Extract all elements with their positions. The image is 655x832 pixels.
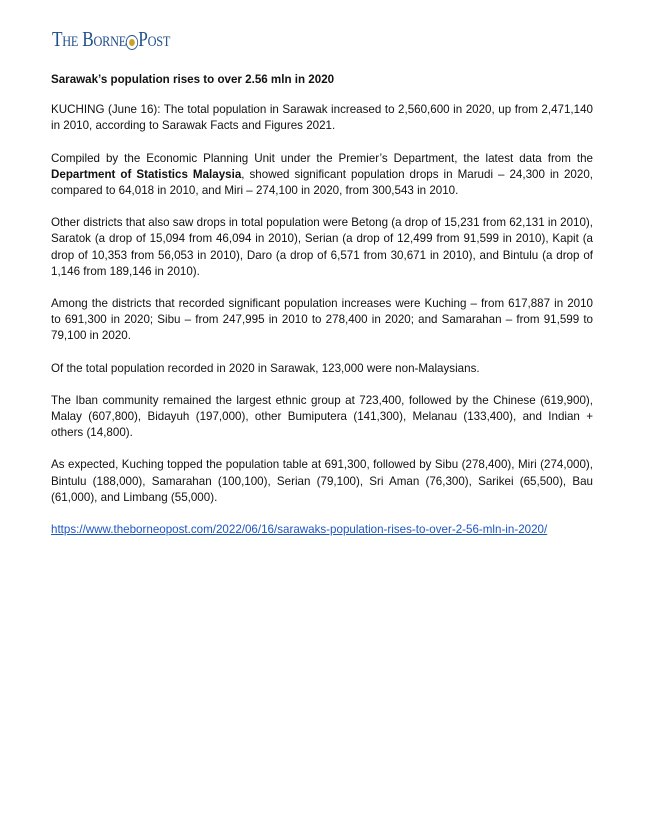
article-headline: Sarawak’s population rises to over 2.56 mln in 2020	[51, 73, 335, 86]
paragraph-population-table: As expected, Kuching topped the population table at 691,300, followed by Sibu (278,400), Miri (274,000), Bintulu (188,000), Samarahan (100,100), Serian (79,100), Sri Aman (76,300), Sarikei (65,500), Bau (61,000), and Limbang (55,000).	[51, 458, 593, 504]
logo-wordmark: THE BORNE POST	[52, 27, 171, 51]
source-link[interactable]: https://www.theborneopost.com/2022/06/16/sarawaks-population-rises-to-over-2-56-mln-in-2020/	[51, 523, 548, 537]
paragraph-district-increases: Among the districts that recorded significant population increases were Kuching – from 617,887 in 2010 to 691,300 in 2020; Sibu – from 247,995 in 2010 to 278,400 in 2020; and Samarahan – from 91,599 to 79,100 in 2020.	[51, 297, 593, 343]
paragraph-text: , showed significant population drops in Marudi – 24,300 in 2020, compared to 64,018 in 2010, and Miri – 274,100 in 2020, from 300,543 in 2010.	[51, 167, 593, 198]
paragraph-text: Compiled by the Economic Planning Unit under the Premier’s Department, the latest data from the	[51, 151, 593, 165]
logo-seal-icon	[126, 35, 138, 50]
paragraph-ethnic-groups: The Iban community remained the largest ethnic group at 723,400, followed by the Chinese (619,900), Malay (607,800), Bidayuh (197,000), other Bumiputera (141,300), Melanau (133,400), and Indian + others (14,800).	[51, 393, 593, 440]
department-name: Department of Statistics Malaysia	[51, 167, 242, 181]
paragraph-statistics-dept	[51, 151, 593, 200]
paragraph-district-drops: Other districts that also saw drops in total population were Betong (a drop of 15,231 from 62,131 in 2010), Saratok (a drop of 15,094 from 46,094 in 2010), Serian (a drop of 12,499 from 91,599 in 2010), Kapit (a drop of 10,353 from 56,053 in 2010), Daro (a drop of 6,571 from 30,671 in 2010), and Bintulu (a drop of 1,146 from 189,146 in 2010).	[51, 216, 594, 278]
paragraph-intro: KUCHING (June 16): The total population in Sarawak increased to 2,560,600 in 2020, up from 2,471,140 in 2010, according to Sarawak Facts and Figures 2021.	[51, 103, 593, 133]
article-body	[51, 72, 593, 538]
borneo-post-logo	[52, 27, 196, 53]
paragraph-non-malaysians: Of the total population recorded in 2020 in Sarawak, 123,000 were non-Malaysians.	[51, 361, 480, 375]
